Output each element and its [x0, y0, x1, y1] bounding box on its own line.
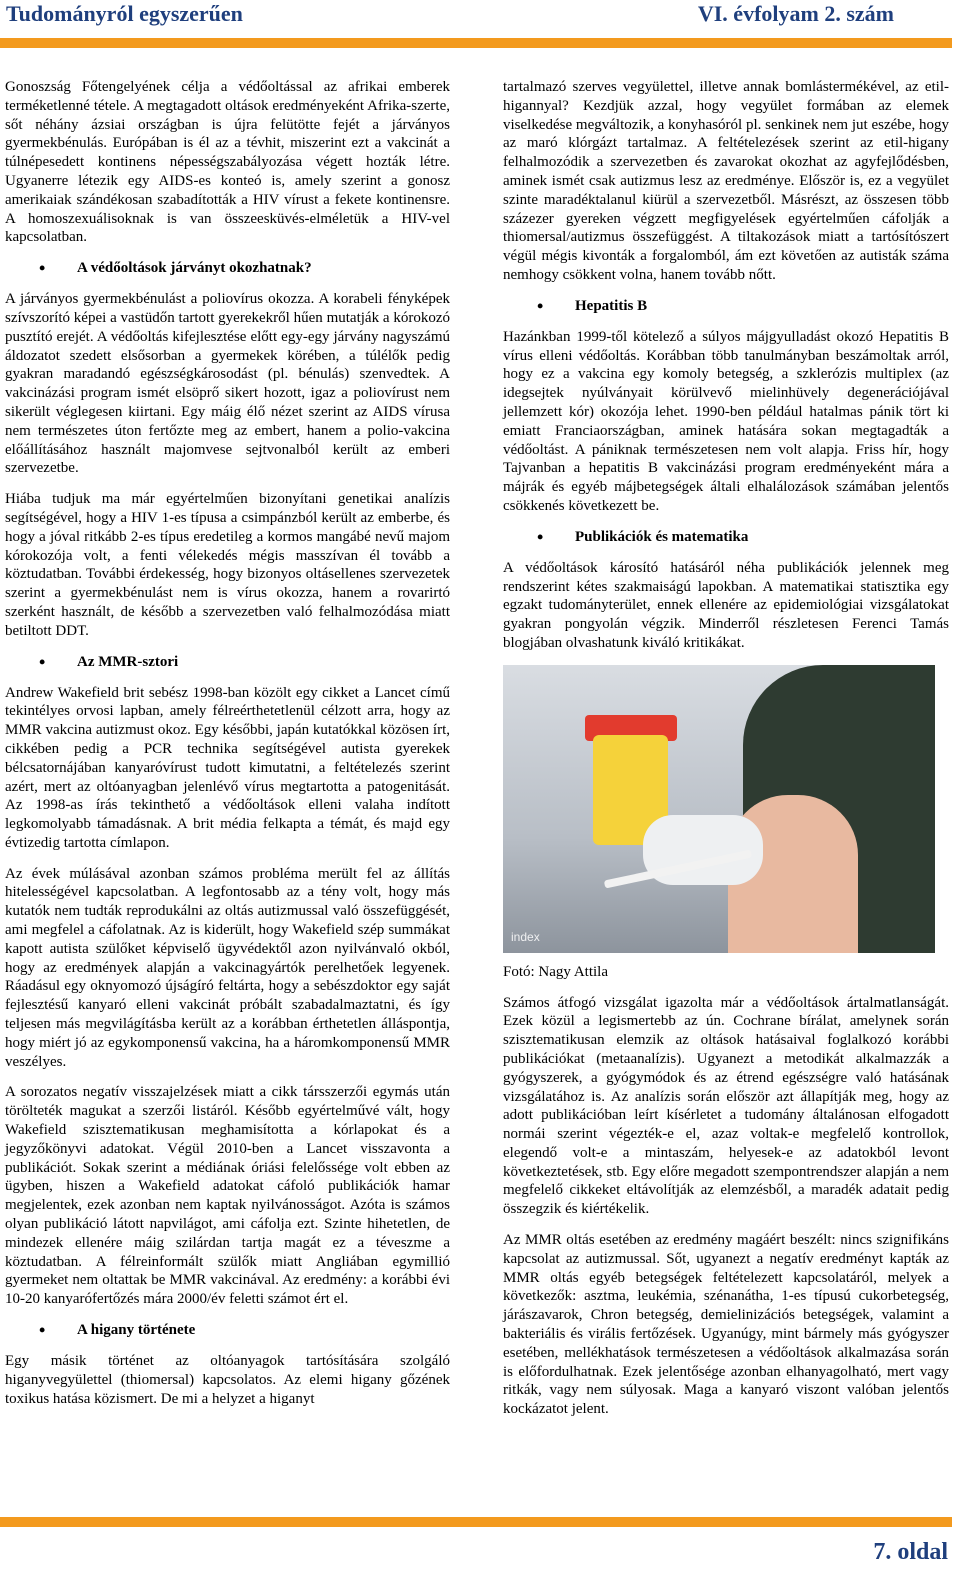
- paragraph: Gonoszság Főtengelyének célja a védőoltással az afrikai emberek terméketlenné tétele. A megtagadott oltások eredményeként Afrika-szerte, sőt néhány ázsiai országban is újra felütötte fejét a járványos gyermekbénulás. Európában is él az a tévhit, miszerint ezt a vakcinát a túlnépesedett kontinens népességszabályozása végett hozták létre. Ugyanerre létezik egy AIDS-es konteó is, amely szerint a gonosz amerikaiak szándékosan szabadították a HIV vírust a fekete kontinensre. A homoszexuálisoknak is van összeesküvés-elméletük a HIV-vel kapcsolatban.: [5, 79, 450, 246]
- right-column: [503, 78, 949, 1431]
- page-number: 7. oldal: [873, 1539, 948, 1565]
- left-column: [5, 78, 450, 1420]
- bullet-icon: •: [537, 526, 544, 547]
- issue-number: VI. évfolyam 2. szám: [697, 1, 894, 26]
- photo-caption: Fotó: Nagy Attila: [503, 963, 608, 980]
- bullet-icon: •: [39, 1320, 46, 1341]
- section-heading-hepatitis-b: [503, 297, 949, 316]
- bullet-icon: •: [537, 295, 544, 316]
- section-heading-mmr: [5, 653, 450, 672]
- section-heading-mercury: [5, 1321, 450, 1340]
- paragraph: A védőoltások károsító hatásáról néha publikációk jelennek meg rendszerint kétes szakmaiságú lapokban. A matematikai statisztika egy egzakt tudományterület, ennek ellenére az epidemiológiai vizsgálatokat gyakran pongyolán végzik. Minderről részletesen Ferenci Tamás blogjában olvashatunk kiváló kritikákat.: [503, 559, 949, 651]
- paragraph: Az MMR oltás esetében az eredmény magáért beszélt: nincs szignifikáns kapcsolat az autizmussal. Sőt, ugyanezt a negatív eredményt kapták az MMR oltás egyéb betegségek feltételezett kapcsolatáról, melyek a következők: asztma, leukémia, szénanátha, 1-es típusú cukorbetegség, járászavarok, Chron betegség, demielinizációs betegségek, valamint a bakteriális és virális fertőzések. Ugyanúgy, mint bármely más gyógyszer esetében, mellékhatások természetesen a védőoltások alkalmazása során is előfordulhatnak. Ezek jelentősége azonban elhanyagolható, mert vagy ritkák, vagy nem súlyosak. Maga a kanyaró viszont valóban jelentős kockázatot jelent.: [503, 1232, 949, 1418]
- top-rule: [0, 38, 952, 48]
- section-heading-text: Publikációk és matematika: [575, 528, 749, 545]
- paragraph: Hiába tudjuk ma már egyértelműen bizonyítani genetikai analízis segítségével, hogy a HIV 1-es típusa a csimpánzból került az emberbe, és hogy a jóval ritkább 2-es típus eredetileg a kormos mangábé nevű majom kórokozója volt, a fenti vélekedés mégis masszívan él tovább a köztudatban. További érdekesség, hogy bizonyos oltásellenes szervezetek szerint a gyermekbénulást nem is vírus okozza, hanem a rovarirtó szerként használt, de később a szervezetben való felhalmozódása miatt betiltott DDT.: [5, 491, 450, 639]
- paragraph: Hazánkban 1999-től kötelező a súlyos májgyulladást okozó Hepatitis B vírus elleni védőoltás. Korábban több tanulmányban beszámoltak arról, hogy ez a vakcina egy komoly betegség, a szklerózis multiplex (az idegsejtek nyúlványait körülvevő mielinhüvely degenerációjával jellemzett kór) okozója lehet. 1990-ben például hatalmas pánik tört ki emiatt Franciaországban, aminek hatására sokan megtagadták a védőoltást. A pániknak természetesen nem volt alapja. Friss hír, hogy Tajvanban a hepatitis B vakcinázási program eredményeként mára a májrák és egyéb májbetegségek általi elhalálozások számában jelentős csökkenés következett be.: [503, 328, 949, 514]
- vaccination-photo: [503, 665, 935, 953]
- section-heading-text: A védőoltások járványt okozhatnak?: [77, 260, 312, 277]
- bullet-icon: •: [39, 651, 46, 672]
- section-heading-text: Hepatitis B: [575, 297, 648, 314]
- section-heading-publications: [503, 528, 949, 547]
- publication-title: Tudományról egyszerűen: [6, 1, 243, 26]
- section-heading-text: Az MMR-sztori: [77, 653, 179, 670]
- paragraph: Az évek múlásával azonban számos probléma merült fel az állítás hitelességével kapcsolatban. A legfontosabb az a tény volt, hogy más kutatók nem tudták reprodukálni az oltás autizmussal való összefüggését, ami megfelel a cáfolatnak. Az is kiderült, hogy Wakefield szép summákat kapott autista szülőket képviselő ügyvédektől azon nyilvánvaló okból, hogy az eredmények alapján a vakcinagyártók perelhetőek legyenek. Ráadásul egy oknyomozó újságíró feltárta, hogy a sebészdoktor egy saját fejlesztésű kanyaró elleni vakcinát próbált szabadalmaztatni, és így teljesen más megvilágításba került az a korábban érthetetlen álláspontja, hogy miért jó az egykomponensű vakcina, ha a háromkomponensű MMR veszélyes.: [5, 865, 450, 1070]
- paragraph: A járványos gyermekbénulást a poliovírus okozza. A korabeli fényképek szívszorító képei a vastüdőn tartott gyerekekről hűen mutatják a kórokozó pusztító erejét. A védőoltás kifejlesztése előtt egy-egy járvány nagyszámú áldozatot szedett elsősorban a gyermekek körében, a túlélők pedig gyakran maradandó egészségkárosodást (pl. bénulás) szenvedtek. A vakcinázási program ismét elsöprő sikert hozott, igaz a poliovírust nem sikerült véglegesen kiirtani. Egy máig élő nézet szerint az AIDS vírusa nem természetes úton fertőzte meg az embert, hanem a polio-vakcina előállításához használt majomvese sejtvonalból került az emberi szervezetbe.: [5, 291, 450, 477]
- paragraph: A sorozatos negatív visszajelzések miatt a cikk társszerzői egymás után törölteték magukat a szerzői listáról. Később egyértelművé vált, hogy Wakefield szisztematikusan meghamisította a kórlapokat és a jegyzőkönyvi adatokat. Végül 2010-ben a Lancet visszavonta a publikációt. Sokak szerint a médiának óriási felelőssége volt ebben az ügyben, hiszen a Wakefield adatokat cáfoló publikációk hamar megjelentek, ezek azonban nem kaptak nyilvánosságot. Azóta is számos olyan publikáció látott napvilágot, ami cáfolja ezt. Szinte hihetetlen, de mindezek ellenére máig szilárdan tartja magát ez a téveszme a köztudatban. A félreinformált szülők miatt Angliában egymillió gyermeket nem oltattak be MMR vakcinával. Az eredmény: a korábbi évi 10-20 kanyarófertőzés mára 2000/év feletti számot ért el.: [5, 1084, 450, 1308]
- paragraph: Számos átfogó vizsgálat igazolta már a védőoltások ártalmatlanságát. Ezek közül a legismertebb az ún. Cochrane bírálat, amelynek során szisztematikusan elemzik az oltások hatásaival foglalkozó korábbi publikációkat (metaanalízis). Ugyanezt a metodikát alkalmazzák a gyógyszerek, a gyógymódok és az étrend egészségre való hatásának vizsgálatához is. Az analízis során először azt állapítják meg, hogy az adott publikációban leírt kísérletet a tudomány általánosan elfogadott normái szerint végezték-e el, azaz voltak-e megfelelő kontrollok, elegendő volt-e a mintaszám, helyesek-e az adatokból levont következtetések, stb. Egy előre megadott szempontrendszer alapján a nem megfelelő cikkeket eltávolítják az elemzésből, a maradék adatait pedig összegzik és kiértékelik.: [503, 994, 949, 1218]
- bottom-rule: [0, 1517, 952, 1527]
- section-heading-text: A higany története: [77, 1322, 196, 1339]
- paragraph: Andrew Wakefield brit sebész 1998-ban közölt egy cikket a Lancet című tekintélyes orvosi lapban, amely félreérthetetlenül célzott arra, hogy az MMR vakcina autizmust okoz. Egy későbbi, japán kutatókkal közösen írt, cikkében pedig a PCR technika segítségével autista gyerekek bélcsatornájában kanyaróvírust tudott kimutatni, a feltételezés szerint azért, mert az oltóanyagban jelenlévő vírus megtartotta a patogenitását. Az 1998-as írás tekinthető a védőoltások elleni valaha indított legkomolyabb támadásnak. A brit média felkapta a témát, és majd egy évtizedig tartotta címlapon.: [5, 684, 450, 851]
- bullet-icon: •: [39, 258, 46, 279]
- section-heading-vaccines-epidemic: [5, 259, 450, 278]
- photo-watermark: index: [511, 929, 540, 944]
- paragraph: tartalmazó szerves vegyülettel, illetve annak bomlástermékével, az etil-higannyal? Kezdjük azzal, hogy vegyület formában az elemek viselkedése megváltozik, a konyhasóról pl. senkinek nem jut eszébe, hogy az maró klórgázt tartalmaz. A feltételezések szerint az etil-higany felhalmozódik a szervezetben és zavarokat okozhat az agyfejlődésben, aminek ismét csak autizmus lesz az eredménye. Először is, ez a vegyület szinte maradéktalanul kiürül a szervezetből. Másrészt, az összesen több százezer gyereken végzett megfigyelések egyértelműen cáfolják a thiomersal/autizmus összefüggést. A tiltakozások miatt a tartósítószert végül mégis kivonták a forgalomból, ám ezt követően az autisták száma nemhogy csökkent volna, hanem tovább nőtt.: [503, 79, 949, 283]
- paragraph: Egy másik történet az oltóanyagok tartósítására szolgáló higanyvegyülettel (thiomersal) kapcsolatos. Az elemi higany gőzének toxikus hatása közismert. De mi a helyzet a higanyt: [5, 1353, 450, 1407]
